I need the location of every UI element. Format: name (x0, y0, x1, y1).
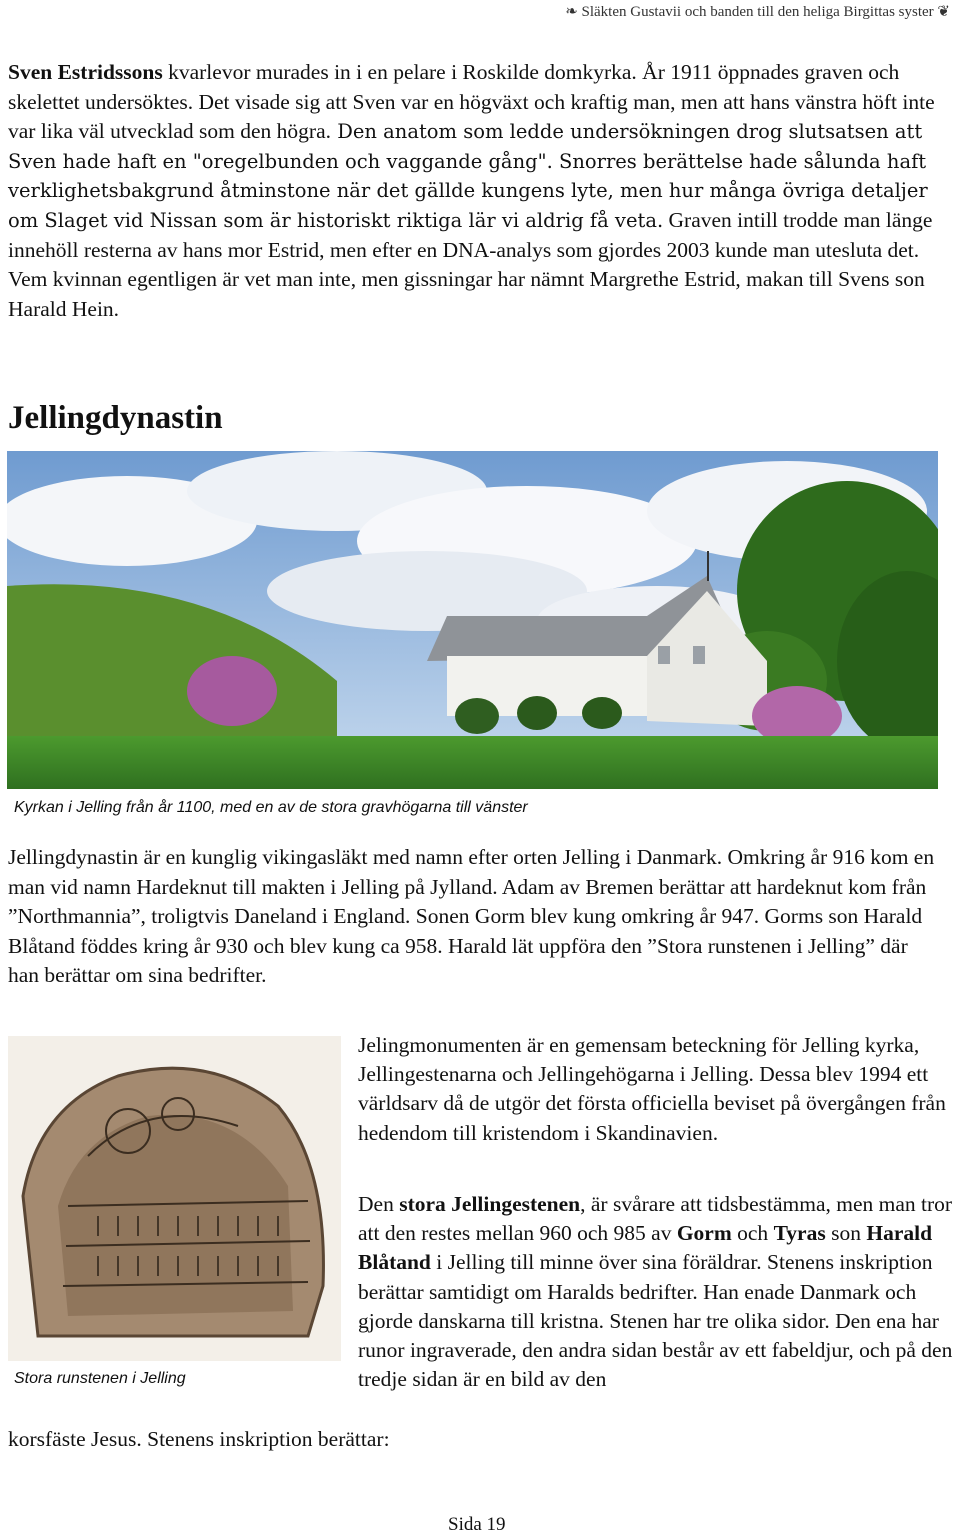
page-number: Sida 19 (448, 1514, 506, 1535)
intro-mid-text: Den anatom som ledde undersökningen drog slutsatsen att Sven hade haft en "oregelbunden och vaggande gång". Snorres berättelse hade sålunda haft verklighetsbakgrund åtminstone när det gällde kungens lyte, men hur många övriga detaljer om Slaget vid Nissan som är historiskt riktiga lär vi aldrig få veta. (8, 120, 928, 232)
photo-caption: Kyrkan i Jelling från år 1100, med en av de stora gravhögarna till vänster (14, 799, 528, 816)
section-heading: Jellingdynastin (8, 400, 223, 436)
dynasty-paragraph: Jellingdynastin är en kunglig vikingasläkt med namn efter orten Jelling i Danmark. Omkring år 916 kom en man vid namn Hardeknut till makten i Jelling på Jylland. Adam av Bremen berättar att hardeknut kom från ”Northmannia”, troligtvis Daneland i England. Sonen Gorm blev kung omkring år 947. Gorms son Harald Blåtand föddes kring år 930 och blev kung ca 958. Harald lät uppföra den ”Stora runstenen i Jelling” där han berättar om sina bedrifter. (8, 845, 935, 988)
stone-bold-2: Gorm (676, 1221, 732, 1246)
stone-paragraph (358, 1190, 958, 1394)
intro-lead-bold: Sven Estridssons (8, 60, 163, 84)
stone-caption: Stora runstenen i Jelling (14, 1370, 186, 1387)
intro-tail-text: Graven intill trodde man länge innehöll resterna av hans mor Estrid, men efter en DNA-analys som gjordes 2003 kunde man utesluta det. Vem kvinnan egentligen är vet man inte, men gissningar har nämnt Margrethe Estrid, makan till Svens son Harald Hein. (8, 207, 933, 321)
stone-paragraph-end: korsfäste Jesus. Stenens inskription berättar: (8, 1427, 390, 1451)
stone-bold-3: Tyras (773, 1221, 826, 1246)
stone-text-3: och (731, 1221, 774, 1246)
monuments-paragraph: Jelingmonumenten är en gemensam beteckning för Jelling kyrka, Jellingestenarna och Jellingehögarna i Jelling. Dessa blev 1994 ett världsarv då de utgör det första officiella beviset på övergången från hedendom till kristendom i Skandinavien. (358, 1033, 946, 1145)
stone-bold-4: Harald Blåtand (358, 1221, 933, 1275)
stone-bold-1: stora Jellingestenen (399, 1192, 581, 1216)
stone-text-1: Den (358, 1192, 400, 1216)
runestone-illustration (8, 1036, 341, 1361)
page-header: ❧ Släkten Gustavii och banden till den heliga Birgittas syster ❦ (565, 4, 950, 20)
stone-text-5: i Jelling till minne över sina föräldrar. Stenens inskription berättar samtidigt om Haralds bedrifter. Han enade Danmark och gjorde danskarna till kristna. Stenen har tre olika sidor. Den ena har runor ingraverade, den andra sidan består av ett fabeldjur, och på den tredje sidan är en bild av den (358, 1250, 953, 1392)
intro-lead-text: kvarlevor murades in i en pelare i Roskilde domkyrka. År 1911 öppnades graven och skelettet undersöktes. Det visade sig att Sven var en högväxt och kraftig man, men att hans vänstra höft inte var lika väl utvecklad som den högra. (8, 60, 935, 144)
stone-text-4: son (825, 1221, 867, 1246)
church-photo (7, 451, 938, 789)
stone-text-2: , är svårare att tidsbestämma, men man tror att den restes mellan 960 och 985 av (358, 1192, 953, 1246)
intro-paragraph (8, 58, 943, 324)
